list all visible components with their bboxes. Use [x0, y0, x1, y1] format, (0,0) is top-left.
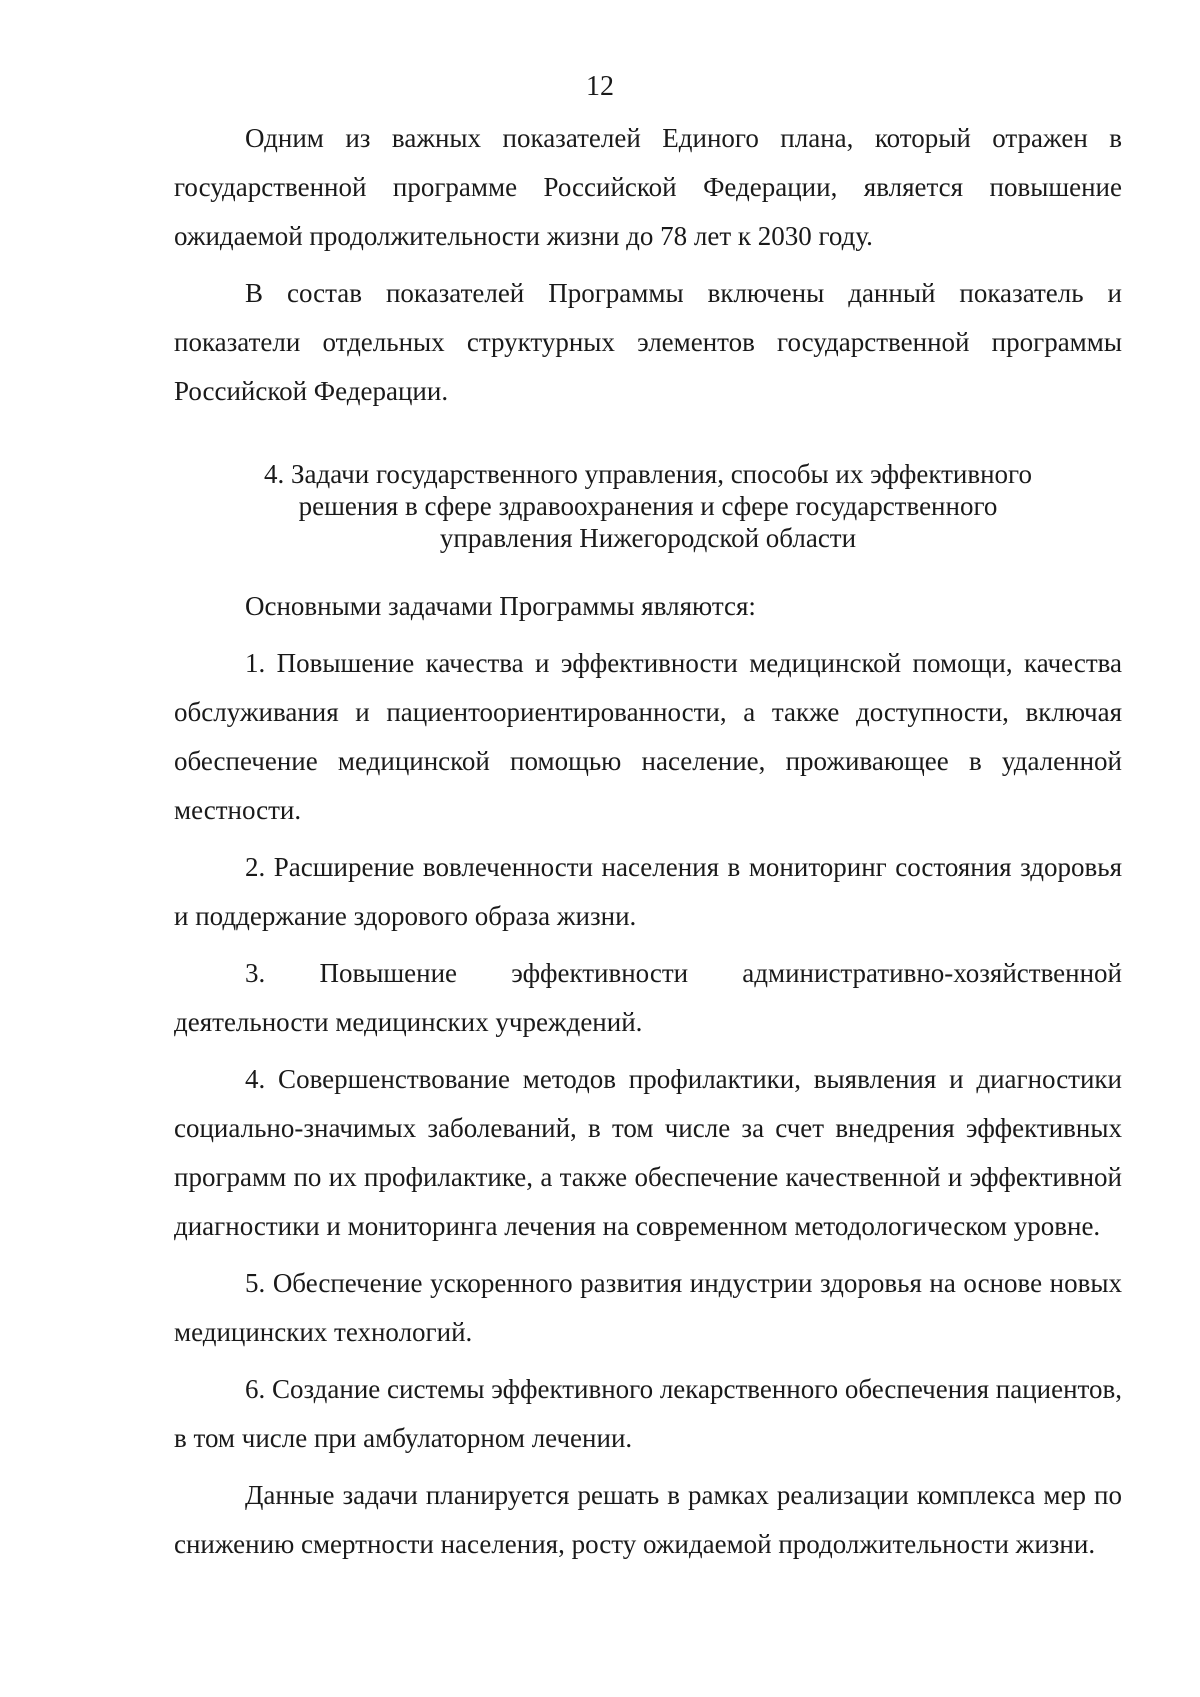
section-heading-line: управления Нижегородской области: [439, 523, 857, 553]
section-heading: [174, 458, 1122, 554]
task-item: 5. Обеспечение ускоренного развития индустрии здоровья на основе новых медицинских технологий.: [174, 1268, 1122, 1347]
section-heading-line: решения в сфере здравоохранения и сфере государственного: [298, 491, 998, 521]
task-item: 1. Повышение качества и эффективности медицинской помощи, качества обслуживания и пациентоориентированности, а также доступности, включая обеспечение медицинской помощью население, проживающее в удаленной местности.: [174, 648, 1122, 825]
intro-paragraph: Одним из важных показателей Единого плана, который отражен в государственной программе Российской Федерации, является повышение ожидаемой продолжительности жизни до 78 лет к 2030 году.: [174, 123, 1122, 251]
task-item: 4. Совершенствование методов профилактики, выявления и диагностики социально-значимых заболеваний, в том числе за счет внедрения эффективных программ по их профилактике, а также обеспечение качественной и эффективной диагностики и мониторинга лечения на современном методологическом уровне.: [174, 1064, 1122, 1241]
tasks-intro: Основными задачами Программы являются:: [245, 591, 756, 621]
task-item: 2. Расширение вовлеченности населения в мониторинг состояния здоровья и поддержание здорового образа жизни.: [174, 852, 1122, 931]
document-body: [174, 114, 1122, 1577]
task-item: 3. Повышение эффективности административно-хозяйственной деятельности медицинских учреждений.: [174, 958, 1122, 1037]
task-item: 6. Создание системы эффективного лекарственного обеспечения пациентов, в том числе при амбулаторном лечении.: [174, 1374, 1122, 1453]
intro-paragraph: В состав показателей Программы включены данный показатель и показатели отдельных структурных элементов государственной программы Российской Федерации.: [174, 278, 1122, 406]
page-number: 12: [586, 71, 614, 102]
section-heading-line: 4. Задачи государственного управления, способы их эффективного: [264, 459, 1032, 489]
closing-paragraph: Данные задачи планируется решать в рамках реализации комплекса мер по снижению смертности населения, росту ожидаемой продолжительности жизни.: [174, 1480, 1122, 1559]
